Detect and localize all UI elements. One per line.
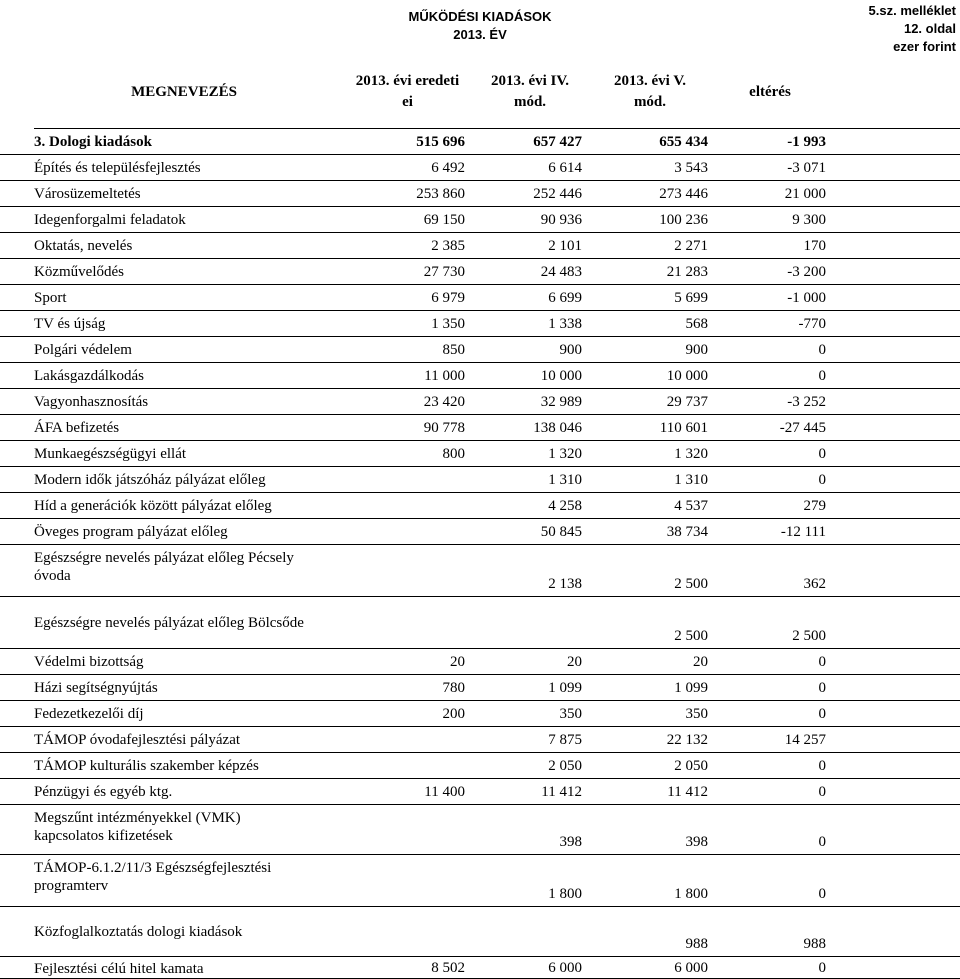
table-row — [0, 285, 960, 311]
row-label — [34, 159, 394, 177]
value-mod-iv: 10 000 — [540, 368, 582, 384]
table-row — [0, 493, 960, 519]
value-difference: 988 — [803, 936, 826, 952]
value-original: 200 — [442, 706, 465, 722]
value-original: 27 730 — [423, 264, 465, 280]
value-mod-v: 38 734 — [666, 524, 708, 540]
value-original: 20 — [450, 654, 465, 670]
value-difference: 0 — [818, 654, 826, 670]
table-row — [0, 701, 960, 727]
row-label-line: TÁMOP kulturális szakember képzés — [34, 758, 259, 774]
table-row — [0, 259, 960, 285]
value-mod-iv: 32 989 — [540, 394, 582, 410]
value-mod-iv: 2 101 — [548, 238, 582, 254]
row-label — [34, 133, 394, 151]
title-line-2: 2013. ÉV — [453, 27, 507, 42]
value-mod-v: 20 — [693, 654, 708, 670]
table-row — [0, 363, 960, 389]
row-label-line: Építés és településfejlesztés — [34, 160, 201, 176]
value-difference: 0 — [818, 758, 826, 774]
row-label-line: Közművelődés — [34, 264, 124, 280]
table-row — [0, 181, 960, 207]
header-difference: eltérés — [749, 83, 791, 100]
value-mod-v: 273 446 — [659, 186, 708, 202]
table-row — [0, 467, 960, 493]
value-original: 6 979 — [431, 290, 465, 306]
table-row — [0, 597, 960, 649]
row-label-line: TÁMOP-6.1.2/11/3 Egészségfejlesztési — [34, 860, 272, 876]
value-mod-iv: 138 046 — [533, 420, 582, 436]
value-mod-v: 6 000 — [674, 960, 708, 976]
value-mod-v: 568 — [685, 316, 708, 332]
row-label — [34, 923, 394, 941]
value-mod-iv: 2 138 — [548, 576, 582, 592]
value-mod-v: 350 — [685, 706, 708, 722]
row-label — [34, 445, 394, 463]
document-title — [380, 8, 580, 44]
value-difference: 14 257 — [784, 732, 826, 748]
row-label — [34, 523, 394, 541]
value-difference: -1 000 — [787, 290, 826, 306]
row-label — [34, 185, 394, 203]
value-difference: 0 — [818, 446, 826, 462]
value-mod-v: 2 271 — [674, 238, 708, 254]
value-difference: -3 200 — [787, 264, 826, 280]
row-label-line: Idegenforgalmi feladatok — [34, 212, 186, 228]
row-label — [34, 653, 394, 671]
row-label-line: Lakásgazdálkodás — [34, 368, 144, 384]
value-difference: 170 — [803, 238, 826, 254]
value-mod-v: 4 537 — [674, 498, 708, 514]
table-row — [0, 907, 960, 957]
value-mod-iv: 6 614 — [548, 160, 582, 176]
row-label — [34, 757, 394, 775]
table-row — [0, 519, 960, 545]
row-label — [34, 549, 394, 585]
row-label — [34, 289, 394, 307]
table-row — [0, 779, 960, 805]
row-label — [34, 211, 394, 229]
value-mod-v: 655 434 — [659, 134, 708, 150]
value-original: 2 385 — [431, 238, 465, 254]
value-mod-iv: 6 000 — [548, 960, 582, 976]
table-row — [0, 207, 960, 233]
value-difference: 0 — [818, 368, 826, 384]
row-label — [34, 705, 394, 723]
value-mod-v: 2 500 — [674, 628, 708, 644]
header-mod-iv: 2013. évi IV. mód. — [490, 73, 570, 110]
value-mod-iv: 900 — [559, 342, 582, 358]
table-row — [0, 155, 960, 181]
row-label — [34, 315, 394, 333]
value-mod-iv: 90 936 — [540, 212, 582, 228]
row-label — [34, 614, 394, 632]
table-row — [0, 129, 960, 155]
row-label-line: Sport — [34, 290, 67, 306]
header-name: MEGNEVEZÉS — [131, 83, 237, 100]
title-line-1: MŰKÖDÉSI KIADÁSOK — [408, 9, 552, 24]
row-label — [34, 809, 394, 845]
row-label-line: Egészségre nevelés pályázat előleg Bölcsőde — [34, 615, 304, 631]
row-label-line: TV és újság — [34, 316, 106, 332]
value-mod-v: 29 737 — [666, 394, 708, 410]
value-mod-iv: 1 800 — [548, 886, 582, 902]
value-mod-iv: 2 050 — [548, 758, 582, 774]
value-mod-iv: 657 427 — [533, 134, 582, 150]
value-original: 253 860 — [416, 186, 465, 202]
row-label-line: Egészségre nevelés pályázat előleg Pécsely — [34, 550, 294, 566]
value-mod-v: 398 — [685, 834, 708, 850]
value-mod-v: 1 310 — [674, 472, 708, 488]
value-mod-v: 110 601 — [659, 420, 708, 436]
value-difference: 0 — [818, 834, 826, 850]
annex-reference — [869, 2, 956, 56]
row-label — [34, 393, 394, 411]
table-row — [0, 337, 960, 363]
value-mod-v: 900 — [685, 342, 708, 358]
row-label — [34, 859, 394, 895]
row-label — [34, 367, 394, 385]
table-row — [0, 649, 960, 675]
row-label-line: TÁMOP óvodafejlesztési pályázat — [34, 732, 241, 748]
value-mod-v: 2 500 — [674, 576, 708, 592]
table-row — [0, 727, 960, 753]
row-label-line: Házi segítségnyújtás — [34, 680, 158, 696]
value-mod-v: 5 699 — [674, 290, 708, 306]
value-difference: 2 500 — [792, 628, 826, 644]
value-original: 8 502 — [431, 960, 465, 976]
value-difference: -27 445 — [779, 420, 826, 436]
value-difference: 279 — [803, 498, 826, 514]
value-difference: -3 252 — [787, 394, 826, 410]
row-label-line: óvoda — [34, 568, 71, 584]
row-label — [34, 341, 394, 359]
value-original: 800 — [442, 446, 465, 462]
value-mod-v: 11 412 — [667, 784, 708, 800]
row-label-line: Munkaegészségügyi ellát — [34, 446, 187, 462]
value-mod-v: 21 283 — [666, 264, 708, 280]
value-difference: -12 111 — [780, 524, 826, 540]
table-row — [0, 389, 960, 415]
row-label-line: 3. Dologi kiadások — [34, 134, 152, 150]
value-original: 780 — [442, 680, 465, 696]
value-difference: 0 — [818, 342, 826, 358]
table-row — [0, 957, 960, 979]
value-difference: -770 — [798, 316, 826, 332]
table-row — [0, 415, 960, 441]
page-number: 12. oldal — [903, 21, 956, 36]
row-label — [34, 237, 394, 255]
value-difference: 21 000 — [784, 186, 826, 202]
value-mod-iv: 1 099 — [548, 680, 582, 696]
row-label-line: ÁFA befizetés — [34, 420, 120, 436]
value-mod-iv: 350 — [559, 706, 582, 722]
row-label-line: Öveges program pályázat előleg — [34, 524, 228, 540]
value-mod-iv: 398 — [559, 834, 582, 850]
value-mod-v: 988 — [685, 936, 708, 952]
row-label-line: Polgári védelem — [34, 342, 132, 358]
row-label-line: Híd a generációk között pályázat előleg — [34, 498, 272, 514]
unit-label: ezer forint — [893, 39, 956, 54]
value-mod-v: 1 099 — [674, 680, 708, 696]
value-original: 515 696 — [416, 134, 465, 150]
table-row — [0, 805, 960, 855]
value-original: 23 420 — [423, 394, 465, 410]
value-mod-iv: 24 483 — [540, 264, 582, 280]
value-difference: 9 300 — [792, 212, 826, 228]
value-original: 90 778 — [423, 420, 465, 436]
value-mod-v: 100 236 — [659, 212, 708, 228]
value-mod-iv: 1 310 — [548, 472, 582, 488]
table-row — [0, 311, 960, 337]
row-label — [34, 731, 394, 749]
row-label-line: Modern idők játszóház pályázat előleg — [34, 472, 266, 488]
value-mod-iv: 4 258 — [548, 498, 582, 514]
row-label — [34, 783, 394, 801]
value-difference: 0 — [818, 886, 826, 902]
value-original: 69 150 — [423, 212, 465, 228]
table-row — [0, 441, 960, 467]
table-row — [0, 675, 960, 701]
row-label — [34, 263, 394, 281]
value-difference: -1 993 — [787, 134, 826, 150]
value-original: 1 350 — [431, 316, 465, 332]
value-mod-iv: 50 845 — [540, 524, 582, 540]
value-mod-v: 1 320 — [674, 446, 708, 462]
row-label-line: Közfoglalkoztatás dologi kiadások — [34, 924, 243, 940]
value-difference: 0 — [818, 784, 826, 800]
value-difference: -3 071 — [787, 160, 826, 176]
value-mod-v: 10 000 — [666, 368, 708, 384]
value-difference: 362 — [803, 576, 826, 592]
header-original: 2013. évi eredeti ei — [355, 73, 460, 110]
table-row — [0, 855, 960, 907]
header-mod-v: 2013. évi V. mód. — [614, 73, 686, 110]
value-mod-iv: 7 875 — [548, 732, 582, 748]
annex-number: 5.sz. melléklet — [868, 3, 956, 18]
table-row — [0, 233, 960, 259]
row-label-line: Megszűnt intézményekkel (VMK) — [34, 810, 241, 826]
table-row — [0, 753, 960, 779]
value-mod-v: 22 132 — [666, 732, 708, 748]
row-label — [34, 471, 394, 489]
row-label-line: kapcsolatos kifizetések — [34, 828, 173, 844]
value-mod-iv: 1 338 — [548, 316, 582, 332]
row-label-line: Városüzemeltetés — [34, 186, 141, 202]
row-label — [34, 497, 394, 515]
value-mod-iv: 20 — [567, 654, 582, 670]
value-difference: 0 — [818, 472, 826, 488]
row-label — [34, 960, 394, 978]
row-label-line: programterv — [34, 878, 109, 894]
row-label-line: Vagyonhasznosítás — [34, 394, 149, 410]
row-label-line: Oktatás, nevelés — [34, 238, 133, 254]
value-difference: 0 — [818, 706, 826, 722]
value-mod-iv: 1 320 — [548, 446, 582, 462]
value-original: 11 000 — [424, 368, 465, 384]
row-label-line: Védelmi bizottság — [34, 654, 144, 670]
value-mod-v: 2 050 — [674, 758, 708, 774]
value-mod-v: 1 800 — [674, 886, 708, 902]
value-mod-iv: 6 699 — [548, 290, 582, 306]
value-original: 850 — [442, 342, 465, 358]
value-original: 6 492 — [431, 160, 465, 176]
value-mod-iv: 252 446 — [533, 186, 582, 202]
row-label-line: Fejlesztési célú hitel kamata — [34, 961, 204, 977]
value-mod-iv: 11 412 — [541, 784, 582, 800]
value-difference: 0 — [818, 680, 826, 696]
row-label-line: Fedezetkezelői díj — [34, 706, 144, 722]
row-label — [34, 679, 394, 697]
row-label — [34, 419, 394, 437]
value-difference: 0 — [818, 960, 826, 976]
value-original: 11 400 — [424, 784, 465, 800]
row-label-line: Pénzügyi és egyéb ktg. — [34, 784, 173, 800]
table-row — [0, 545, 960, 597]
value-mod-v: 3 543 — [674, 160, 708, 176]
